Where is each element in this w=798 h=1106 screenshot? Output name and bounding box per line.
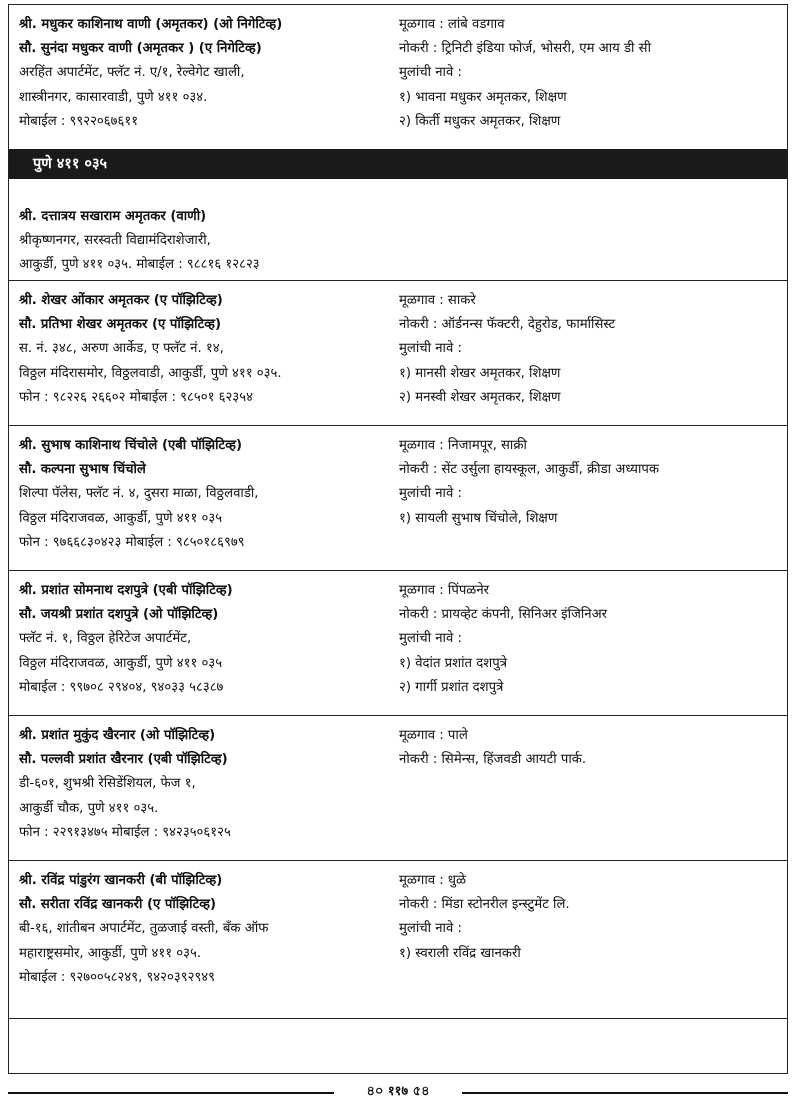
- entry-left-column: [19, 13, 391, 134]
- entry-right-column: [399, 289, 784, 410]
- children-heading: मुलांची नावे :: [399, 631, 462, 647]
- child-item: १) भावना मधुकर अमृतकर, शिक्षण: [399, 89, 567, 105]
- entry-left-column: [19, 205, 391, 278]
- entry-khairnar-prashant: [9, 716, 787, 861]
- contact-line: फोन : ९८२२६ २६६०२ मोबाईल : ९८५०१ ६२३५४: [19, 389, 253, 405]
- entry-left-column: [19, 289, 391, 410]
- entry-left-column: [19, 869, 391, 990]
- address-line: आकुर्डी चौक, पुणे ४११ ०३५.: [19, 800, 159, 816]
- address-line: विठ्ठल मंदिरासमोर, विठ्ठलवाडी, आकुर्डी, पुणे ४११ ०३५.: [19, 365, 282, 381]
- children-heading: मुलांची नावे :: [399, 921, 462, 937]
- contact-line: मोबाईल : ९९२२०६७६११: [19, 113, 139, 129]
- directory-page: [8, 4, 788, 1074]
- husband-name: श्री. शेखर ओंकार अमृतकर (ए पॉझिटिव्ह): [19, 293, 223, 308]
- page-number: ৪০ ११७ ৫৪: [366, 1084, 430, 1099]
- entry-left-column: [19, 724, 391, 845]
- occupation: नोकरी : ट्रिनिटी इंडिया फोर्ज, भोसरी, एम आय डी सी: [399, 41, 651, 57]
- wife-name: सौ. प्रतिभा शेखर अमृतकर (ए पॉझिटिव्ह): [19, 317, 222, 333]
- footer-rule-left: [8, 1092, 334, 1094]
- wife-name: सौ. पल्लवी प्रशांत खैरनार (एबी पॉझिटिव्ह): [19, 752, 228, 768]
- entry-dashputre-prashant: [9, 571, 787, 716]
- section-header-band: पुणे ४११ ०३५: [9, 149, 787, 179]
- entry-left-column: [19, 579, 391, 700]
- native-place: मूळगाव : धुळे: [399, 873, 467, 888]
- native-place: मूळगाव : साकरे: [399, 293, 476, 308]
- child-item: २) मनस्वी शेखर अमृतकर, शिक्षण: [399, 389, 561, 405]
- entry-amrutkar-dattatray: [9, 179, 787, 281]
- address-line: विठ्ठल मंदिराजवळ, आकुर्डी, पुणे ४११ ०३५: [19, 655, 223, 671]
- native-place: मूळगाव : लांबे वडगाव: [399, 17, 505, 32]
- entry-left-column: [19, 434, 391, 555]
- husband-name: श्री. सुभाष काशिनाथ चिंचोले (एबी पॉझिटिव्ह): [19, 438, 243, 453]
- child-item: १) वेदांत प्रशांत दशपुत्रे: [399, 655, 507, 671]
- native-place: मूळगाव : निजामपूर, साक्री: [399, 438, 527, 453]
- children-heading: मुलांची नावे :: [399, 65, 462, 81]
- occupation: नोकरी : ऑर्डनन्स फॅक्टरी, देहुरोड, फार्मासिस्ट: [399, 317, 616, 333]
- address-line: डी-६०१, शुभश्री रेसिडेंशियल, फेज १,: [19, 776, 196, 792]
- native-place: मूळगाव : पाले: [399, 728, 468, 743]
- address-line: शिल्पा पॅलेस, फ्लॅट नं. ४, दुसरा माळा, विठ्ठलवाडी,: [19, 486, 259, 502]
- children-heading: मुलांची नावे :: [399, 341, 462, 357]
- child-item: १) स्वराली रविंद्र खानकरी: [399, 945, 521, 961]
- husband-name: श्री. प्रशांत मुकुंद खैरनार (ओ पॉझिटिव्ह): [19, 728, 216, 743]
- address-line: विठ्ठल मंदिराजवळ, आकुर्डी, पुणे ४११ ०३५: [19, 510, 223, 526]
- entry-right-column: [399, 434, 784, 531]
- address-line: शास्त्रीनगर, कासारवाडी, पुणे ४११ ०३४.: [19, 89, 208, 105]
- child-item: १) सायली सुभाष चिंचोले, शिक्षण: [399, 510, 558, 526]
- address-line: बी-१६, शांतीबन अपार्टमेंट, तुळजाई वस्ती, बँक ऑफ: [19, 921, 269, 937]
- wife-name: सौ. जयश्री प्रशांत दशपुत्रे (ओ पॉझिटिव्ह): [19, 607, 219, 623]
- wife-name: सौ. सुनंदा मधुकर वाणी (अमृतकर ) (ए निगेटिव्ह): [19, 41, 262, 57]
- occupation: नोकरी : सिमेन्स, हिंजवडी आयटी पार्क.: [399, 752, 587, 768]
- contact-line: फोन : ९७६६८३०४२३ मोबाईल : ९८५०१८६९७९: [19, 534, 245, 550]
- entry-right-column: [399, 579, 784, 700]
- wife-name: सौ. कल्पना सुभाष चिंचोले: [19, 462, 146, 478]
- entry-vani-madhukar: [9, 5, 787, 149]
- husband-name: श्री. प्रशांत सोमनाथ दशपुत्रे (एबी पॉझिटिव्ह): [19, 583, 233, 598]
- occupation: नोकरी : प्रायव्हेट कंपनी, सिनिअर इंजिनिअर: [399, 607, 608, 623]
- page-footer: [8, 1082, 788, 1102]
- address-line: श्रीकृष्णनगर, सरस्वती विद्यामंदिराशेजारी,: [19, 233, 211, 249]
- entry-amrutkar-shekhar: [9, 281, 787, 426]
- address-line: फ्लॅट नं. १, विठ्ठल हेरिटेज अपार्टमेंट,: [19, 631, 192, 647]
- native-place: मूळगाव : पिंपळनेर: [399, 583, 490, 598]
- husband-name: श्री. मधुकर काशिनाथ वाणी (अमृतकर) (ओ निगेटिव्ह): [19, 17, 283, 32]
- husband-name: श्री. रविंद्र पांडुरंग खानकरी (बी पॉझिटिव्ह): [19, 873, 223, 888]
- address-line: अरहिंत अपार्टमेंट, फ्लॅट नं. ए/१, रेल्वेगेट खाली,: [19, 65, 245, 81]
- child-item: २) किर्ती मधुकर अमृतकर, शिक्षण: [399, 113, 561, 129]
- entry-right-column: [399, 13, 784, 134]
- wife-name: सौ. सरीता रविंद्र खानकरी (ए पॉझिटिव्ह): [19, 897, 217, 913]
- husband-name: श्री. दत्तात्रय सखाराम अमृतकर (वाणी): [19, 209, 207, 224]
- contact-line: फोन : २२९१३४७५ मोबाईल : ९४२३५०६१२५: [19, 824, 231, 840]
- contact-line: मोबाईल : ९९७०८ २९४०४, ९४०३३ ५८३८७: [19, 679, 224, 695]
- address-line: आकुर्डी, पुणे ४११ ०३५. मोबाईल : ९८८१६ १२८२३: [19, 257, 260, 273]
- children-heading: मुलांची नावे :: [399, 486, 462, 502]
- entry-right-column: [399, 869, 784, 966]
- occupation: नोकरी : मिंडा स्टोनरील इन्स्टुमेंट लि.: [399, 897, 570, 913]
- entry-khankari-ravindra: [9, 861, 787, 1019]
- child-item: १) मानसी शेखर अमृतकर, शिक्षण: [399, 365, 561, 381]
- entry-right-column: [399, 724, 784, 772]
- entry-chinchole-subhash: [9, 426, 787, 571]
- footer-rule-right: [462, 1092, 788, 1094]
- address-line: महाराष्ट्रसमोर, आकुर्डी, पुणे ४११ ०३५.: [19, 945, 202, 961]
- contact-line: मोबाईल : ९२७००५८२४९, ९४२०३९२९४९: [19, 969, 216, 985]
- address-line: स. नं. ३४८, अरुण आर्केड, ए फ्लॅट नं. १४,: [19, 341, 224, 357]
- occupation: नोकरी : सेंट उर्सुला हायस्कूल, आकुर्डी, क्रीडा अध्यापक: [399, 462, 659, 478]
- child-item: २) गार्गी प्रशांत दशपुत्रे: [399, 679, 504, 695]
